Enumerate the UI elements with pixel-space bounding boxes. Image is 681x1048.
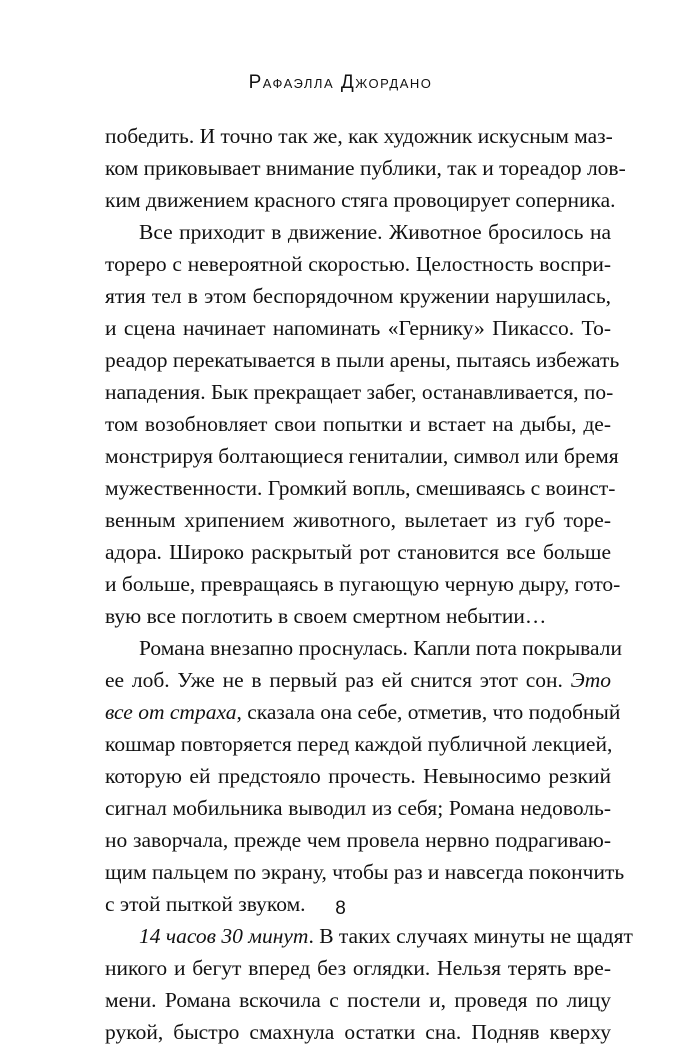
text-line: [105, 984, 611, 1016]
page-number: 8: [335, 898, 346, 919]
text-run: , сказала она себе, отметив, что подобный: [236, 700, 621, 724]
text-line: [105, 600, 611, 632]
text-run: нападения. Бык прекращает забег, останавливается, по-: [105, 380, 614, 404]
text-line: [105, 408, 611, 440]
text-run: с этой пыткой звуком.: [105, 892, 306, 916]
italic-text: Это: [570, 668, 611, 692]
text-line: [105, 920, 633, 952]
text-run: том возобновляет свои попытки и встает на дыбы, де-: [105, 412, 611, 436]
text-line: [105, 632, 623, 664]
text-line: [105, 376, 614, 408]
text-run: но заворчала, прежде чем провела нервно подрагиваю-: [105, 828, 611, 852]
text-run: ятия тел в этом беспорядочном кружении нарушилась,: [105, 284, 611, 308]
text-run: ее лоб. Уже не в первый раз ей снится этот сон.: [105, 668, 571, 692]
italic-text: все от страха: [105, 700, 237, 724]
text-line: [105, 856, 625, 888]
paragraph: [105, 632, 625, 920]
text-run: вую все поглотить в своем смертном небытии…: [105, 604, 547, 628]
text-run: адора. Широко раскрытый рот становится все больше: [105, 540, 611, 564]
text-line: [105, 152, 626, 184]
text-line: [105, 312, 611, 344]
text-run: мени. Романа вскочила с постели и, проведя по лицу: [105, 988, 611, 1012]
text-run: рукой, быстро смахнула остатки сна. Подняв кверху: [105, 1020, 611, 1044]
text-line: [105, 248, 611, 280]
text-run: венным хрипением животного, вылетает из губ торе-: [105, 508, 611, 532]
text-run: Все приходит в движение. Животное бросилось на: [139, 220, 611, 244]
text-line: [105, 728, 611, 760]
text-line: [105, 280, 611, 312]
text-line: [105, 440, 619, 472]
text-run: сигнал мобильника выводил из себя; Романа недоволь-: [105, 796, 611, 820]
text-run: монстрируя болтающиеся гениталии, символ или бремя: [105, 444, 619, 468]
text-line: [105, 504, 611, 536]
text-run: реадор перекатывается в пыли арены, пытаясь избежать: [105, 348, 620, 372]
text-run: щим пальцем по экрану, чтобы раз и навсегда покончить: [105, 860, 625, 884]
text-run: Романа внезапно проснулась. Капли пота покрывали: [139, 636, 623, 660]
text-run: ким движением красного стяга провоцирует соперника.: [105, 188, 616, 212]
paragraph: [105, 216, 621, 632]
text-run: и сцена начинает напоминать «Гернику» Пикассо. То-: [105, 316, 611, 340]
text-run: . В таких случаях минуты не щадят: [308, 924, 633, 948]
text-line: [105, 952, 611, 984]
text-line: [105, 696, 621, 728]
paragraph: [105, 920, 633, 1048]
text-run: никого и бегут вперед без оглядки. Нельзя терять вре-: [105, 956, 611, 980]
text-line: [105, 536, 611, 568]
text-line: [105, 216, 611, 248]
text-line: [105, 120, 611, 152]
text-line: [105, 760, 611, 792]
text-line: [105, 184, 616, 216]
text-line: [105, 568, 621, 600]
text-line: [105, 824, 611, 856]
italic-text: 14 часов 30 минут: [139, 924, 309, 948]
text-run: победить. И точно так же, как художник искусным маз-: [105, 124, 613, 148]
text-line: [105, 1016, 611, 1048]
text-line: [105, 472, 616, 504]
text-run: и больше, превращаясь в пугающую черную дыру, гото-: [105, 572, 621, 596]
text-run: ком приковывает внимание публики, так и тореадор лов-: [105, 156, 626, 180]
running-header-author: Рафаэлла Джордано: [248, 72, 433, 93]
text-line: [105, 664, 611, 696]
paragraph: [105, 120, 626, 216]
text-line: [105, 344, 620, 376]
text-run: тореро с невероятной скоростью. Целостность воспри-: [105, 252, 611, 276]
text-line: [105, 792, 611, 824]
text-run: которую ей предстояло прочесть. Невыносимо резкий: [105, 764, 611, 788]
text-run: мужественности. Громкий вопль, смешиваясь с воинст-: [105, 476, 616, 500]
text-run: кошмар повторяется перед каждой публичной лекцией,: [105, 732, 613, 756]
